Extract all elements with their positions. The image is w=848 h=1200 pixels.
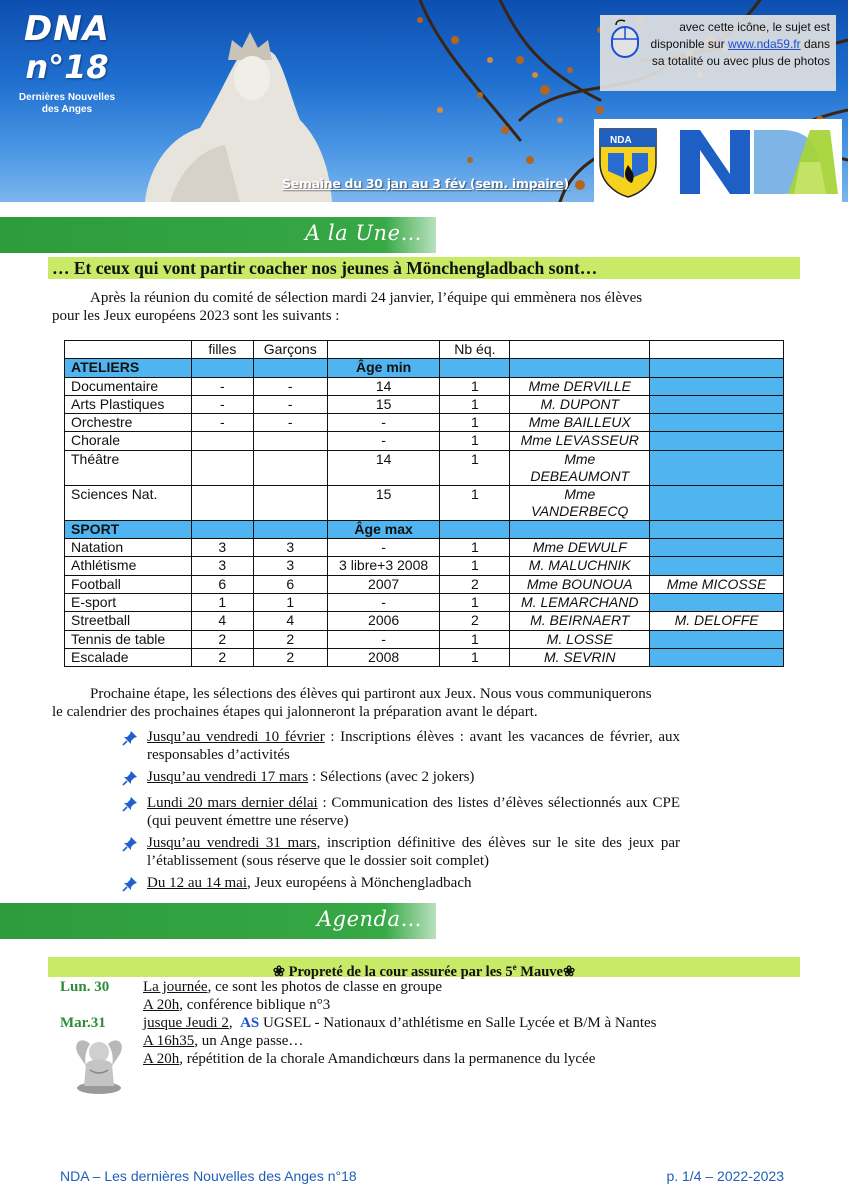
list-item: Jusqu’au vendredi 10 février : Inscriptions élèves : avant les vacances de février, aux responsables d’activités	[120, 728, 680, 764]
table-row: Sciences Nat. 15 1 Mme VANDERBECQ	[65, 485, 784, 520]
table-row: Orchestre - - - 1 Mme BAILLEUX	[65, 414, 784, 432]
table-row: Streetball 4 4 2006 2 M. BEIRNAERT M. DELOFFE	[65, 612, 784, 630]
intro-paragraph: Après la réunion du comité de sélection mardi 24 janvier, l’équipe qui emmènera nos élèves pour les Jeux européens 2023 sont les suivants :	[52, 290, 643, 324]
day-label-tuesday: Mar.31	[60, 1015, 106, 1031]
pushpin-icon	[122, 796, 138, 812]
table-header-row	[65, 341, 784, 359]
table-row: Documentaire - - 14 1 Mme DERVILLE	[65, 377, 784, 395]
website-link[interactable]: www.nda59.fr	[727, 37, 801, 51]
agenda-entry: A 20h, conférence biblique n°3	[143, 997, 331, 1013]
table-row: Natation 3 3 - 1 Mme DEWULF	[65, 539, 784, 557]
table-row: Athlétisme 3 3 3 libre+3 2008 1 M. MALUCHNIK	[65, 557, 784, 575]
section-bar-agenda	[0, 903, 436, 939]
cleanliness-band: ❀ Propreté de la cour assurée par les 5e Mauve❀	[48, 957, 800, 977]
selection-table	[64, 340, 784, 667]
footer-publication: NDA – Les dernières Nouvelles des Anges n°18	[60, 1168, 357, 1184]
pushpin-icon	[122, 770, 138, 786]
col-garcons: Garçons	[253, 341, 327, 359]
col-nb-eq: Nb éq.	[440, 341, 510, 359]
table-row: E-sport 1 1 - 1 M. LEMARCHAND	[65, 593, 784, 611]
headline: … Et ceux qui vont partir coacher nos jeunes à Mönchengladbach sont…	[48, 257, 800, 279]
next-steps-paragraph: Prochaine étape, les sélections des élèves qui partiront aux Jeux. Nous vous communiquerons le calendrier des prochaines étapes qui jalonneront la préparation avant le départ.	[52, 686, 652, 720]
table-row: Chorale - 1 Mme LEVASSEUR	[65, 432, 784, 450]
table-section-ateliers: ATELIERS Âge min	[65, 359, 784, 377]
col-filles: filles	[191, 341, 253, 359]
agenda-entry: A 16h35, un Ange passe…	[143, 1033, 304, 1049]
day-label-monday: Lun. 30	[60, 979, 110, 995]
newsletter-title-block	[8, 10, 126, 116]
pushpin-icon	[122, 730, 138, 746]
crest-label: NDA	[610, 135, 632, 146]
web-info-box	[600, 15, 836, 91]
section-bar-une	[0, 217, 436, 253]
newsletter-title: DNA	[24, 9, 110, 49]
table-row: Théâtre 14 1 Mme DEBEAUMONT	[65, 450, 784, 485]
table-row: Arts Plastiques - - 15 1 M. DUPONT	[65, 395, 784, 413]
logo-panel	[594, 119, 842, 202]
pushpin-icon	[122, 876, 138, 892]
week-label: Semaine du 30 jan au 3 fév (sem. impaire)	[282, 176, 569, 191]
agenda-entry: jusque Jeudi 2, AS UGSEL - Nationaux d’athlétisme en Salle Lycée et B/M à Nantes	[143, 1015, 657, 1031]
school-crest-icon	[596, 123, 660, 199]
table-row: Tennis de table 2 2 - 1 M. LOSSE	[65, 630, 784, 648]
angel-statue-icon	[68, 1034, 130, 1096]
footer-page-number: p. 1/4 – 2022-2023	[666, 1168, 784, 1184]
table-row: Football 6 6 2007 2 Mme BOUNOUA Mme MICOSSE	[65, 575, 784, 593]
timeline-list	[120, 728, 680, 896]
list-item: Lundi 20 mars dernier délai : Communication des listes d’élèves sélectionnés aux CPE (qui peuvent émettre une réserve)	[120, 794, 680, 830]
list-item: Du 12 au 14 mai, Jeux européens à Mönchengladbach	[120, 874, 680, 892]
issue-number: n°18	[25, 48, 109, 86]
section-title-agenda: Agenda…	[316, 907, 422, 931]
list-item: Jusqu’au vendredi 31 mars, inscription définitive des élèves sur le site des jeux par l’établissement (sous réserve que le dossier soit complet)	[120, 834, 680, 870]
list-item: Jusqu’au vendredi 17 mars : Sélections (avec 2 jokers)	[120, 768, 680, 786]
agenda-entry: La journée, ce sont les photos de classe en groupe	[143, 979, 443, 995]
section-title-une: A la Une…	[305, 221, 422, 245]
table-section-sport: SPORT Âge max	[65, 520, 784, 538]
nda-logo	[670, 122, 840, 200]
web-info-text: avec cette icône, le sujet est disponible sur www.nda59.fr dans sa totalité ou avec plus de photos	[650, 20, 830, 68]
header-banner	[0, 0, 848, 202]
table-row: Escalade 2 2 2008 1 M. SEVRIN	[65, 648, 784, 666]
agenda-entry: A 20h, répétition de la chorale Amandichœurs dans la permanence du lycée	[143, 1051, 596, 1067]
newsletter-subtitle: Dernières Nouvelles des Anges	[18, 92, 116, 115]
pushpin-icon	[122, 836, 138, 852]
